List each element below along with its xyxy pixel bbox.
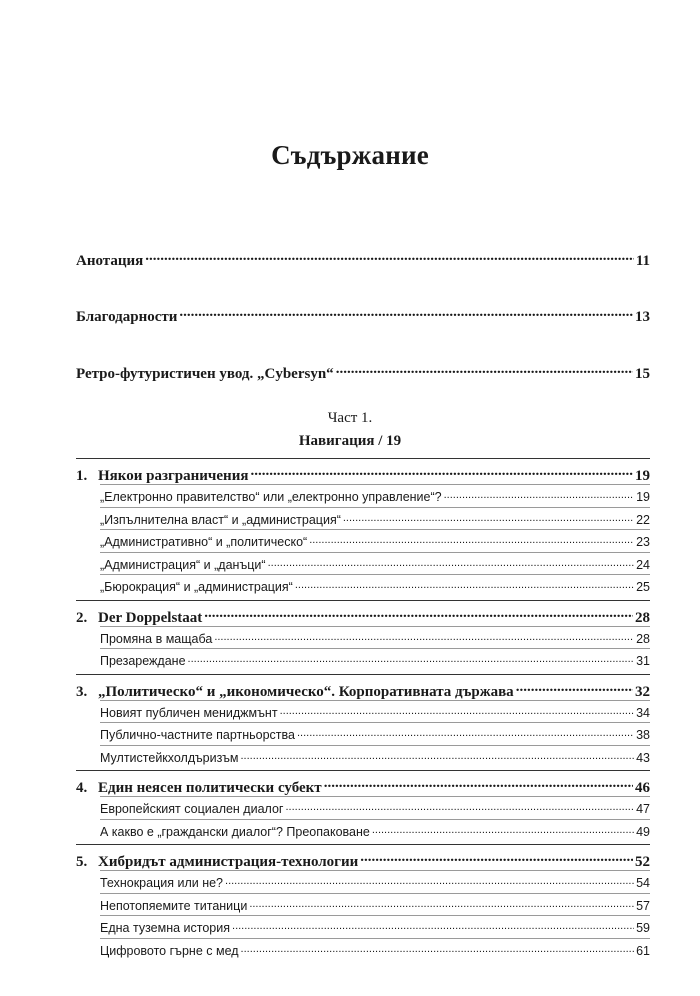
leader-dots: [232, 916, 634, 932]
section-title: Презареждане: [100, 654, 186, 668]
leader-dots: [280, 701, 635, 717]
chapter-number: 1.: [76, 468, 88, 484]
toc-entry-label: Благодарности: [76, 309, 178, 325]
section-title: „Администрация“ и „данъци“: [100, 557, 266, 572]
section-title: Непотопяемите титаници: [100, 898, 248, 913]
chapter-entry[interactable]: [76, 604, 650, 626]
leader-dots: [241, 939, 635, 955]
chapter-page: 46: [635, 780, 650, 796]
section-entry[interactable]: [100, 938, 650, 961]
leader-dots: [204, 604, 633, 622]
chapter-page: 28: [635, 609, 650, 626]
toc-entry-page: 13: [635, 309, 650, 325]
chapter-2: [76, 600, 650, 671]
toc-entry-introduction[interactable]: [76, 360, 650, 382]
section-page: 34: [636, 705, 650, 720]
leader-dots: [516, 678, 633, 696]
part-title: Навигация / 19: [298, 433, 402, 449]
toc-entry-label: Анотация: [76, 253, 144, 269]
section-entry[interactable]: [100, 626, 650, 649]
leader-dots: [336, 360, 633, 378]
section-page: 19: [636, 490, 650, 504]
section-page: 28: [636, 631, 650, 646]
section-entry[interactable]: [100, 648, 650, 671]
part-number: Част 1.: [327, 410, 373, 426]
leader-dots: [343, 508, 634, 524]
chapter-number: 4.: [76, 780, 88, 796]
section-page: 24: [636, 557, 650, 572]
leader-dots: [285, 797, 634, 813]
chapter-title: Някои разграничения: [98, 468, 249, 484]
section-page: 25: [636, 580, 650, 594]
chapter-entry[interactable]: [76, 462, 650, 484]
chapter-title: Един неясен политически субект: [98, 780, 322, 796]
leader-dots: [295, 575, 634, 591]
section-title: Цифровото гърне с мед: [100, 943, 239, 958]
section-entry[interactable]: [100, 529, 650, 552]
section-entry[interactable]: [100, 796, 650, 819]
leader-dots: [188, 649, 635, 665]
section-title: Европейският социален диалог: [100, 802, 284, 816]
toc-entry-label: Ретро-футуристичен увод. „Cybersyn“: [76, 366, 334, 382]
section-page: 54: [636, 876, 650, 890]
section-title: „Изпълнителна власт“ и „администрация“: [100, 512, 341, 527]
section-entry[interactable]: [100, 915, 650, 938]
section-entry[interactable]: [100, 745, 650, 768]
page-title: Съдържание: [271, 140, 429, 170]
section-page: 38: [636, 728, 650, 742]
leader-dots: [145, 247, 634, 265]
chapter-number: 3.: [76, 683, 88, 700]
leader-dots: [250, 462, 633, 480]
chapter-page: 19: [635, 468, 650, 484]
section-entry[interactable]: [100, 870, 650, 893]
leader-dots: [360, 848, 633, 866]
chapter-5: [76, 844, 650, 960]
section-entry[interactable]: [100, 893, 650, 916]
section-title: Промяна в мащаба: [100, 631, 213, 646]
section-title: Мултистейкхолдъризъм: [100, 750, 239, 765]
chapter-list: [76, 458, 650, 963]
section-title: „Електронно правителство“ или „електронно управление“?: [100, 490, 442, 504]
chapter-entry[interactable]: [76, 678, 650, 700]
section-title: „Административно“ и „политическо“: [100, 535, 308, 549]
section-title: Технокрация или не?: [100, 876, 224, 890]
toc-entry-acknowledgements[interactable]: [76, 303, 650, 325]
leader-dots: [249, 894, 634, 910]
leader-dots: [225, 871, 634, 887]
section-entry[interactable]: [100, 700, 650, 723]
leader-dots: [372, 820, 634, 836]
section-title: А какво е „граждански диалог“? Преопаковане: [100, 824, 370, 839]
section-entry[interactable]: [100, 484, 650, 507]
section-title: Публично-частните партньорства: [100, 728, 295, 742]
section-page: 59: [636, 921, 650, 935]
chapter-entry[interactable]: [76, 774, 650, 796]
section-entry[interactable]: [100, 507, 650, 530]
toc-entry-page: 15: [635, 366, 650, 382]
section-page: 23: [636, 535, 650, 549]
section-title: Една туземна история: [100, 921, 231, 935]
chapter-1: [76, 458, 650, 597]
toc-entry-annotation[interactable]: [76, 247, 650, 269]
section-entry[interactable]: [100, 552, 650, 575]
section-page: 22: [636, 512, 650, 527]
chapter-title: Хибридът администрация-технологии: [98, 854, 359, 870]
section-entry[interactable]: [100, 819, 650, 842]
section-title: Новият публичен мениджмънт: [100, 705, 278, 720]
leader-dots: [179, 303, 633, 321]
leader-dots: [240, 746, 634, 762]
chapter-page: 32: [635, 683, 650, 700]
section-page: 57: [636, 898, 650, 913]
section-entry[interactable]: [100, 722, 650, 745]
section-title: „Бюрокрация“ и „администрация“: [100, 580, 293, 594]
section-entry[interactable]: [100, 574, 650, 597]
chapter-4: [76, 770, 650, 841]
chapter-page: 52: [635, 854, 650, 870]
leader-dots: [444, 485, 634, 501]
chapter-title: „Политическо“ и „икономическо“. Корпоративната държава: [98, 683, 514, 700]
chapter-number: 5.: [76, 854, 88, 870]
section-page: 43: [636, 750, 650, 765]
section-page: 47: [636, 802, 650, 816]
chapter-entry[interactable]: [76, 848, 650, 870]
leader-dots: [309, 530, 634, 546]
leader-dots: [214, 627, 634, 643]
toc-entry-page: 11: [635, 253, 650, 269]
section-page: 31: [636, 654, 650, 668]
section-page: 61: [636, 943, 650, 958]
leader-dots: [268, 553, 635, 569]
leader-dots: [297, 723, 634, 739]
leader-dots: [324, 774, 633, 792]
chapter-number: 2.: [76, 609, 88, 626]
chapter-3: [76, 674, 650, 768]
chapter-title: Der Doppelstaat: [98, 609, 203, 626]
section-page: 49: [636, 824, 650, 839]
